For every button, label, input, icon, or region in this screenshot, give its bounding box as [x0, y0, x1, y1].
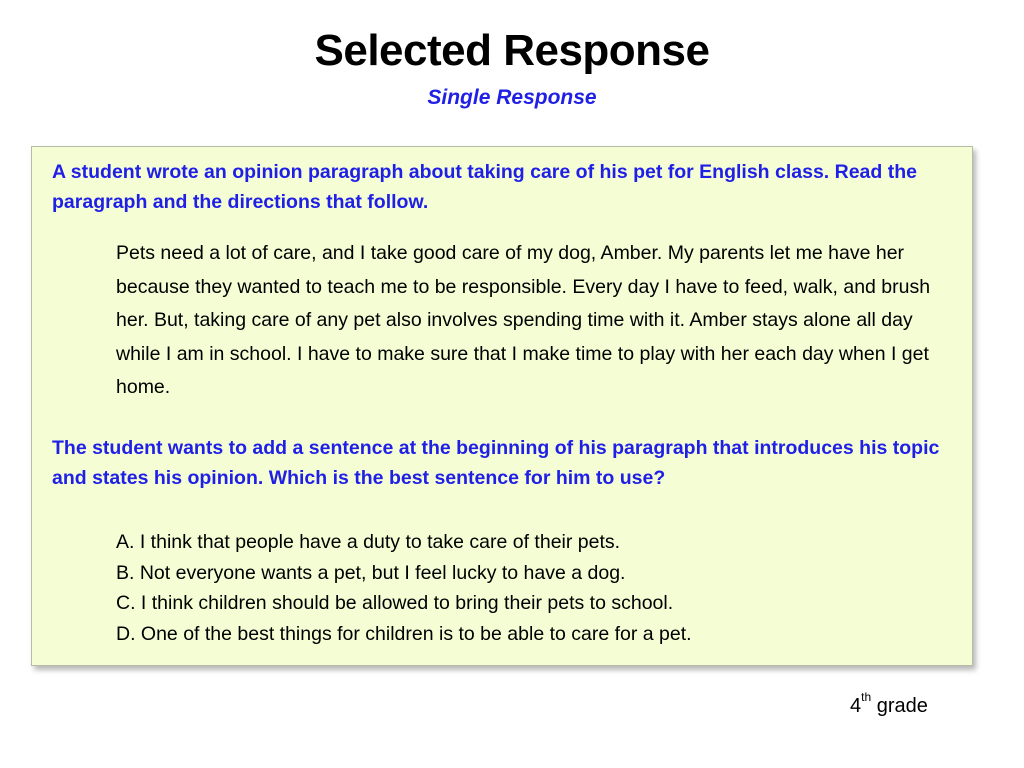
answer-options [116, 527, 946, 649]
grade-suffix: th [861, 690, 872, 705]
answer-option-a[interactable]: A. I think that people have a duty to take care of their pets. [116, 531, 621, 553]
answer-option-c[interactable]: C. I think children should be allowed to bring their pets to school. [116, 592, 674, 614]
answer-option-d[interactable]: D. One of the best things for children is to be able to care for a pet. [116, 622, 692, 645]
slide-title: Selected Response [314, 26, 710, 75]
grade-word: grade [876, 695, 928, 717]
grade-number: 4 [850, 695, 862, 717]
intro-prompt: A student wrote an opinion paragraph about taking care of his pet for English class. Read the paragraph and the directions that follow. [52, 161, 917, 213]
question-card [31, 146, 973, 666]
grade-label [850, 692, 928, 720]
student-paragraph: Pets need a lot of care, and I take good care of my dog, Amber. My parents let me have her because they wanted to teach me to be responsible. Every day I have to feed, walk, and brush her. But, taking care of any pet also involves spending time with it. Amber stays alone all day while I am in school. I have to make sure that I make time to play with her each day when I get home. [116, 242, 931, 398]
slide-subtitle: Single Response [427, 86, 597, 109]
question-prompt: The student wants to add a sentence at the beginning of his paragraph that introduces his topic and states his opinion. Which is the best sentence for him to use? [52, 437, 940, 489]
answer-option-b[interactable]: B. Not everyone wants a pet, but I feel lucky to have a dog. [116, 561, 626, 584]
